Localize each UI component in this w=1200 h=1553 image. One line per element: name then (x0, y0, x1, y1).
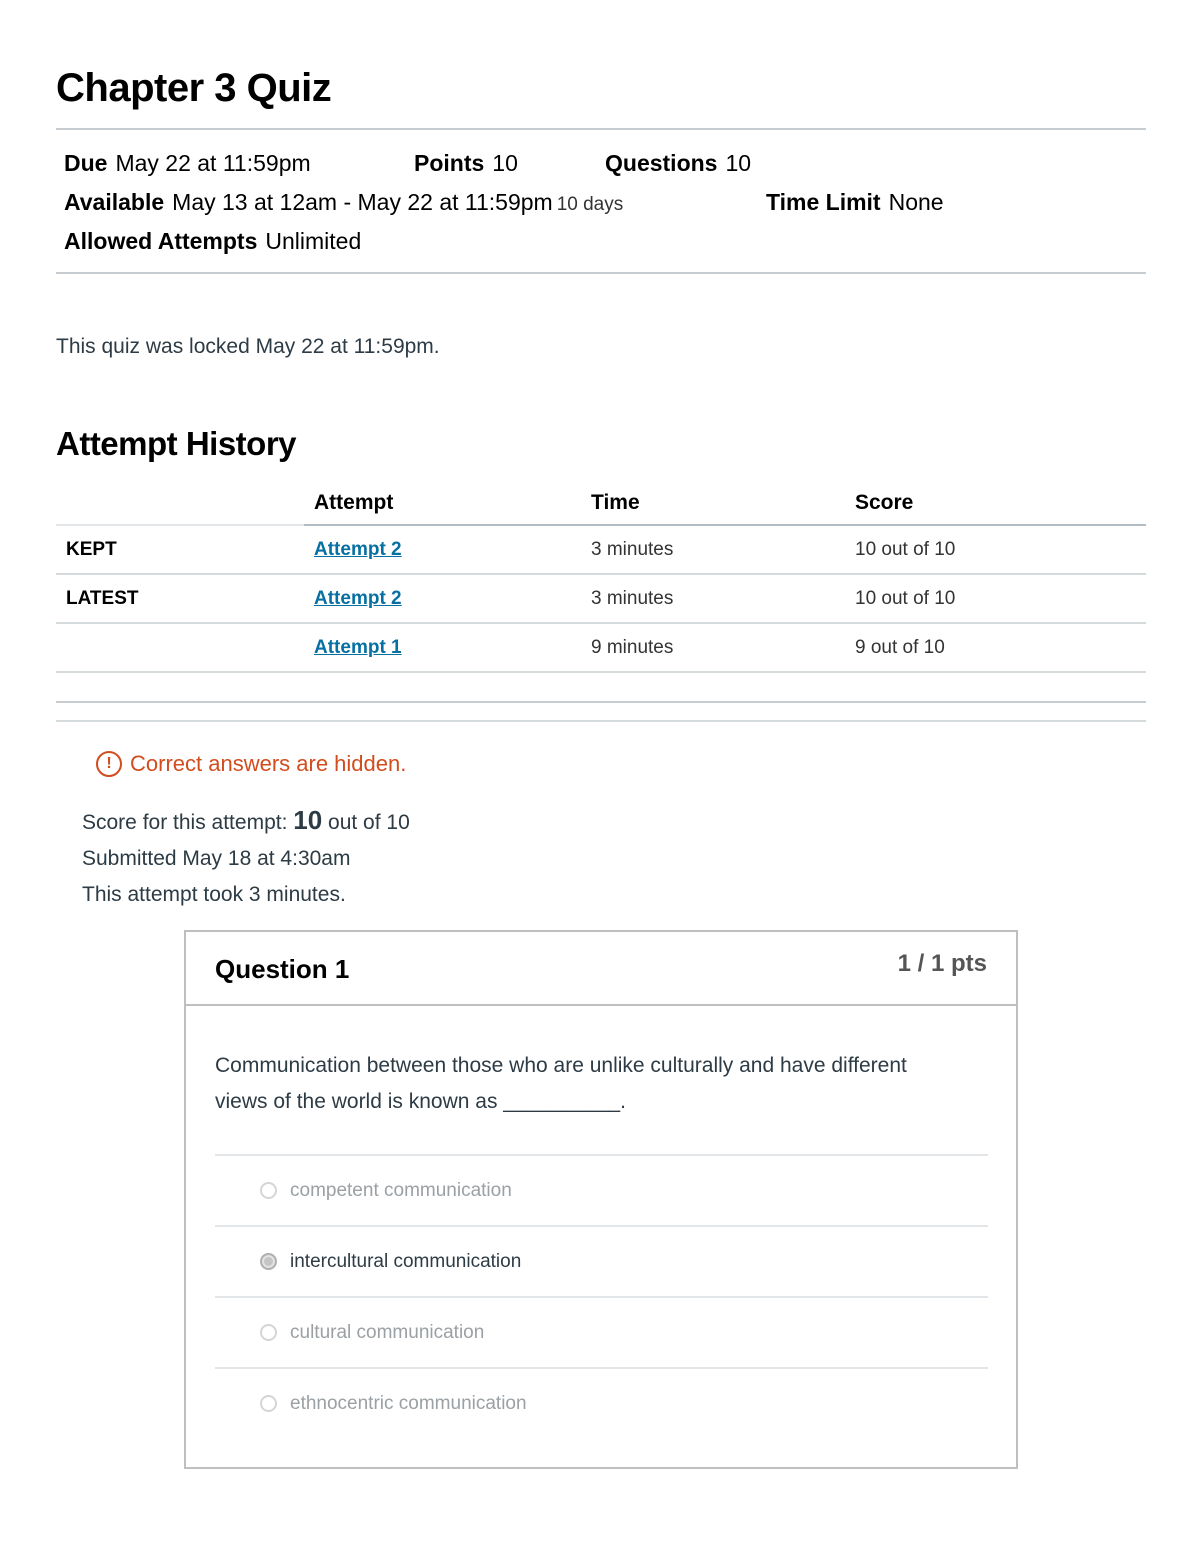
row-time: 3 minutes (581, 525, 845, 574)
correct-answers-hidden-notice (96, 751, 406, 777)
row-score: 10 out of 10 (845, 574, 1146, 623)
allowed-attempts-detail: Allowed Attempts Unlimited (64, 228, 362, 254)
answer-list (215, 1154, 988, 1438)
question-points: 1 / 1 pts (897, 950, 987, 977)
answer-option[interactable] (215, 1367, 988, 1438)
question-text: Communication between those who are unlike culturally and have different views of the world is known as __________. (215, 1054, 907, 1113)
table-row-empty (56, 672, 1146, 721)
question-header (186, 932, 1016, 1006)
row-score: 10 out of 10 (845, 525, 1146, 574)
answer-option[interactable] (215, 1154, 988, 1225)
page-title: Chapter 3 Quiz (56, 66, 332, 110)
answer-label: ethnocentric communication (290, 1392, 527, 1414)
radio-selected-icon[interactable] (260, 1253, 277, 1270)
attempt-link[interactable]: Attempt 2 (314, 538, 402, 560)
answer-label: intercultural communication (290, 1250, 522, 1272)
quiz-details-row-3 (64, 228, 361, 255)
answer-option-selected[interactable] (215, 1225, 988, 1296)
submitted-time: Submitted May 18 at 4:30am (82, 847, 351, 870)
radio-unselected-icon[interactable] (260, 1182, 277, 1199)
quiz-details-row-2 (64, 189, 1064, 216)
table-row (56, 525, 1146, 574)
row-tag: LATEST (56, 574, 304, 623)
column-header-score: Score (845, 482, 1146, 525)
radio-unselected-icon[interactable] (260, 1324, 277, 1341)
question-title: Question 1 (215, 954, 350, 984)
answer-label: competent communication (290, 1179, 512, 1201)
points-detail: Points 10 (414, 150, 518, 176)
due-detail: Due May 22 at 11:59pm (64, 150, 311, 176)
attempt-history-title: Attempt History (56, 425, 297, 462)
row-score: 9 out of 10 (845, 623, 1146, 672)
column-header-time: Time (581, 482, 845, 525)
row-time: 3 minutes (581, 574, 845, 623)
available-detail: Available May 13 at 12am - May 22 at 11:59pm 10 days (64, 189, 624, 215)
attempt-score: Score for this attempt: 10 out of 10 (82, 805, 410, 835)
row-time: 9 minutes (581, 623, 845, 672)
column-header-attempt: Attempt (304, 482, 581, 525)
table-row (56, 623, 1146, 672)
attempt-link[interactable]: Attempt 2 (314, 587, 402, 609)
answer-option[interactable] (215, 1296, 988, 1367)
table-header-row (56, 482, 1146, 525)
score-value: 10 (293, 805, 323, 835)
warning-text: Correct answers are hidden. (130, 751, 407, 776)
locked-message: This quiz was locked May 22 at 11:59pm. (56, 335, 440, 358)
attempt-link[interactable]: Attempt 1 (314, 636, 402, 658)
questions-detail: Questions 10 (605, 150, 752, 176)
radio-unselected-icon[interactable] (260, 1395, 277, 1412)
question-card (184, 930, 1018, 1469)
attempt-history-table (56, 482, 1146, 722)
attempt-duration: This attempt took 3 minutes. (82, 883, 346, 906)
attempt-summary (82, 802, 410, 913)
table-row (56, 574, 1146, 623)
row-tag: KEPT (56, 525, 304, 574)
header-divider (56, 128, 1146, 130)
warning-icon: ! (96, 751, 122, 777)
answer-label: cultural communication (290, 1321, 485, 1343)
time-limit-detail: Time Limit None (766, 189, 944, 215)
column-header-tag (56, 482, 304, 525)
row-tag (56, 623, 304, 672)
history-divider (56, 701, 1146, 703)
quiz-details-row-1 (64, 150, 752, 177)
details-divider (56, 272, 1146, 274)
